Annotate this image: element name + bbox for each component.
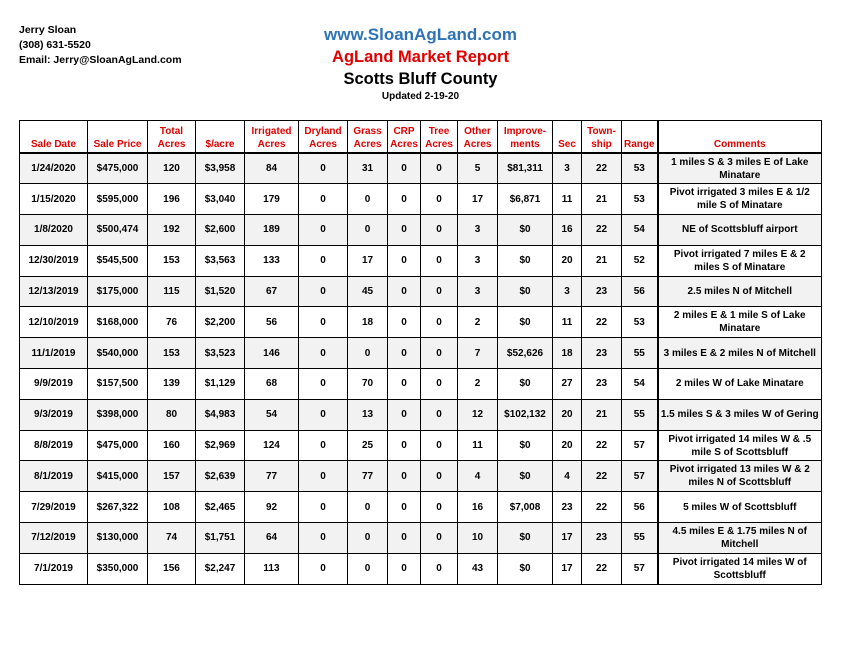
cell-grass-acres: 25	[348, 430, 388, 461]
cell-crp-acres: 0	[388, 430, 421, 461]
cell-sale-price: $595,000	[88, 184, 148, 215]
table-row	[20, 553, 822, 584]
col-sec: Sec	[553, 121, 582, 154]
sales-table	[19, 120, 822, 585]
cell-total-acres: 160	[148, 430, 196, 461]
cell-improvements: $0	[498, 276, 553, 307]
col-tree-acres: Tree Acres	[421, 121, 458, 154]
cell-township: 21	[582, 245, 622, 276]
cell-grass-acres: 0	[348, 184, 388, 215]
cell-improvements: $52,626	[498, 338, 553, 369]
cell-grass-acres: 45	[348, 276, 388, 307]
cell-irrigated-acres: 189	[245, 215, 299, 246]
cell-comments: 1 miles S & 3 miles E of Lake Minatare	[658, 153, 822, 184]
cell-crp-acres: 0	[388, 276, 421, 307]
website-link[interactable]: www.SloanAgLand.com	[324, 25, 517, 44]
cell-tree-acres: 0	[421, 492, 458, 523]
cell-range: 57	[622, 430, 658, 461]
cell-comments: 2.5 miles N of Mitchell	[658, 276, 822, 307]
cell-comments: Pivot irrigated 7 miles E & 2 miles S of Minatare	[658, 245, 822, 276]
cell-township: 23	[582, 523, 622, 554]
sales-table-body	[20, 153, 822, 584]
cell-irrigated-acres: 92	[245, 492, 299, 523]
cell-other-acres: 3	[458, 276, 498, 307]
cell-comments: Pivot irrigated 3 miles E & 1/2 mile S of Minatare	[658, 184, 822, 215]
cell-total-acres: 80	[148, 399, 196, 430]
cell-dryland-acres: 0	[299, 430, 348, 461]
cell-grass-acres: 70	[348, 369, 388, 400]
cell-sale-price: $545,500	[88, 245, 148, 276]
cell-price-per-acre: $3,523	[196, 338, 245, 369]
cell-improvements: $81,311	[498, 153, 553, 184]
table-row	[20, 338, 822, 369]
col-township: Town-ship	[582, 121, 622, 154]
cell-sec: 27	[553, 369, 582, 400]
cell-sale-date: 12/13/2019	[20, 276, 88, 307]
cell-comments: 1.5 miles S & 3 miles W of Gering	[658, 399, 822, 430]
cell-sale-date: 12/30/2019	[20, 245, 88, 276]
cell-improvements: $0	[498, 553, 553, 584]
cell-improvements: $102,132	[498, 399, 553, 430]
cell-sale-price: $540,000	[88, 338, 148, 369]
cell-range: 53	[622, 153, 658, 184]
cell-township: 22	[582, 215, 622, 246]
cell-comments: Pivot irrigated 14 miles W & .5 mile S of Scottsbluff	[658, 430, 822, 461]
cell-township: 23	[582, 369, 622, 400]
cell-grass-acres: 0	[348, 523, 388, 554]
cell-improvements: $0	[498, 245, 553, 276]
cell-improvements: $0	[498, 523, 553, 554]
cell-crp-acres: 0	[388, 369, 421, 400]
cell-grass-acres: 17	[348, 245, 388, 276]
cell-price-per-acre: $2,969	[196, 430, 245, 461]
cell-total-acres: 196	[148, 184, 196, 215]
cell-total-acres: 120	[148, 153, 196, 184]
col-dryland-acres: Dryland Acres	[299, 121, 348, 154]
cell-township: 22	[582, 430, 622, 461]
cell-dryland-acres: 0	[299, 276, 348, 307]
table-row	[20, 492, 822, 523]
col-grass-acres: Grass Acres	[348, 121, 388, 154]
cell-irrigated-acres: 56	[245, 307, 299, 338]
cell-comments: 2 miles W of Lake Minatare	[658, 369, 822, 400]
cell-price-per-acre: $3,040	[196, 184, 245, 215]
cell-irrigated-acres: 84	[245, 153, 299, 184]
cell-range: 56	[622, 276, 658, 307]
cell-improvements: $6,871	[498, 184, 553, 215]
table-row	[20, 184, 822, 215]
cell-grass-acres: 0	[348, 338, 388, 369]
cell-dryland-acres: 0	[299, 553, 348, 584]
cell-irrigated-acres: 124	[245, 430, 299, 461]
cell-comments: Pivot irrigated 13 miles W & 2 miles N of Scottsbluff	[658, 461, 822, 492]
cell-price-per-acre: $1,129	[196, 369, 245, 400]
cell-comments: Pivot irrigated 14 miles W of Scottsbluff	[658, 553, 822, 584]
cell-sec: 3	[553, 153, 582, 184]
cell-grass-acres: 0	[348, 492, 388, 523]
cell-dryland-acres: 0	[299, 338, 348, 369]
cell-sale-date: 7/12/2019	[20, 523, 88, 554]
cell-tree-acres: 0	[421, 430, 458, 461]
col-comments: Comments	[658, 121, 822, 154]
cell-improvements: $7,008	[498, 492, 553, 523]
cell-other-acres: 5	[458, 153, 498, 184]
cell-irrigated-acres: 77	[245, 461, 299, 492]
cell-sale-date: 8/8/2019	[20, 430, 88, 461]
cell-price-per-acre: $2,465	[196, 492, 245, 523]
cell-irrigated-acres: 68	[245, 369, 299, 400]
table-row	[20, 153, 822, 184]
col-price-per-acre: $/acre	[196, 121, 245, 154]
cell-range: 57	[622, 553, 658, 584]
report-header	[0, 24, 841, 104]
table-row	[20, 430, 822, 461]
cell-sale-date: 7/1/2019	[20, 553, 88, 584]
cell-sec: 20	[553, 430, 582, 461]
cell-price-per-acre: $3,958	[196, 153, 245, 184]
col-improvements: Improve-ments	[498, 121, 553, 154]
cell-sec: 20	[553, 245, 582, 276]
cell-other-acres: 43	[458, 553, 498, 584]
cell-sec: 17	[553, 523, 582, 554]
col-irrigated-acres: Irrigated Acres	[245, 121, 299, 154]
cell-range: 54	[622, 215, 658, 246]
cell-irrigated-acres: 64	[245, 523, 299, 554]
report-title: AgLand Market Report	[332, 48, 509, 66]
cell-total-acres: 76	[148, 307, 196, 338]
cell-crp-acres: 0	[388, 399, 421, 430]
cell-crp-acres: 0	[388, 492, 421, 523]
cell-dryland-acres: 0	[299, 245, 348, 276]
table-row	[20, 215, 822, 246]
cell-grass-acres: 0	[348, 215, 388, 246]
cell-price-per-acre: $1,520	[196, 276, 245, 307]
cell-crp-acres: 0	[388, 153, 421, 184]
cell-other-acres: 3	[458, 215, 498, 246]
cell-sale-date: 1/24/2020	[20, 153, 88, 184]
cell-grass-acres: 13	[348, 399, 388, 430]
cell-price-per-acre: $4,983	[196, 399, 245, 430]
cell-sale-date: 12/10/2019	[20, 307, 88, 338]
cell-improvements: $0	[498, 215, 553, 246]
cell-sale-date: 1/8/2020	[20, 215, 88, 246]
cell-dryland-acres: 0	[299, 523, 348, 554]
cell-tree-acres: 0	[421, 245, 458, 276]
cell-sale-price: $415,000	[88, 461, 148, 492]
cell-improvements: $0	[498, 307, 553, 338]
cell-improvements: $0	[498, 369, 553, 400]
cell-township: 22	[582, 461, 622, 492]
cell-tree-acres: 0	[421, 369, 458, 400]
cell-sale-date: 8/1/2019	[20, 461, 88, 492]
cell-crp-acres: 0	[388, 184, 421, 215]
contact-name: Jerry Sloan	[19, 24, 77, 36]
cell-tree-acres: 0	[421, 276, 458, 307]
header-row	[20, 121, 822, 154]
cell-total-acres: 108	[148, 492, 196, 523]
cell-dryland-acres: 0	[299, 461, 348, 492]
cell-sec: 23	[553, 492, 582, 523]
cell-dryland-acres: 0	[299, 399, 348, 430]
cell-comments: 2 miles E & 1 mile S of Lake Minatare	[658, 307, 822, 338]
cell-sale-date: 7/29/2019	[20, 492, 88, 523]
cell-price-per-acre: $2,247	[196, 553, 245, 584]
cell-tree-acres: 0	[421, 523, 458, 554]
cell-irrigated-acres: 54	[245, 399, 299, 430]
county-title: Scotts Bluff County	[343, 70, 498, 88]
table-row	[20, 245, 822, 276]
cell-irrigated-acres: 67	[245, 276, 299, 307]
cell-other-acres: 17	[458, 184, 498, 215]
cell-tree-acres: 0	[421, 553, 458, 584]
cell-township: 21	[582, 184, 622, 215]
cell-township: 22	[582, 153, 622, 184]
table-row	[20, 461, 822, 492]
cell-range: 54	[622, 369, 658, 400]
cell-comments: 5 miles W of Scottsbluff	[658, 492, 822, 523]
cell-sale-price: $398,000	[88, 399, 148, 430]
cell-sec: 11	[553, 184, 582, 215]
cell-crp-acres: 0	[388, 338, 421, 369]
cell-price-per-acre: $3,563	[196, 245, 245, 276]
cell-price-per-acre: $2,639	[196, 461, 245, 492]
cell-tree-acres: 0	[421, 461, 458, 492]
cell-sale-price: $475,000	[88, 430, 148, 461]
table-row	[20, 307, 822, 338]
cell-sale-price: $130,000	[88, 523, 148, 554]
cell-total-acres: 156	[148, 553, 196, 584]
cell-sale-price: $475,000	[88, 153, 148, 184]
cell-sale-price: $175,000	[88, 276, 148, 307]
cell-price-per-acre: $2,600	[196, 215, 245, 246]
cell-total-acres: 74	[148, 523, 196, 554]
cell-dryland-acres: 0	[299, 369, 348, 400]
col-range: Range	[622, 121, 658, 154]
cell-crp-acres: 0	[388, 461, 421, 492]
cell-comments: 4.5 miles E & 1.75 miles N of Mitchell	[658, 523, 822, 554]
updated-date: Updated 2-19-20	[381, 91, 460, 102]
contact-phone: (308) 631-5520	[19, 39, 91, 51]
cell-sale-price: $157,500	[88, 369, 148, 400]
cell-sale-price: $267,322	[88, 492, 148, 523]
cell-irrigated-acres: 179	[245, 184, 299, 215]
cell-sec: 11	[553, 307, 582, 338]
table-row	[20, 523, 822, 554]
cell-other-acres: 2	[458, 369, 498, 400]
cell-crp-acres: 0	[388, 215, 421, 246]
cell-comments: 3 miles E & 2 miles N of Mitchell	[658, 338, 822, 369]
cell-range: 52	[622, 245, 658, 276]
cell-other-acres: 16	[458, 492, 498, 523]
cell-crp-acres: 0	[388, 307, 421, 338]
cell-sale-price: $350,000	[88, 553, 148, 584]
col-total-acres: Total Acres	[148, 121, 196, 154]
table-row	[20, 399, 822, 430]
cell-dryland-acres: 0	[299, 307, 348, 338]
cell-other-acres: 12	[458, 399, 498, 430]
contact-email: Email: Jerry@SloanAgLand.com	[19, 54, 182, 66]
cell-sec: 18	[553, 338, 582, 369]
cell-total-acres: 139	[148, 369, 196, 400]
cell-sale-date: 9/9/2019	[20, 369, 88, 400]
cell-sec: 20	[553, 399, 582, 430]
cell-total-acres: 153	[148, 338, 196, 369]
cell-crp-acres: 0	[388, 553, 421, 584]
cell-township: 23	[582, 338, 622, 369]
cell-other-acres: 7	[458, 338, 498, 369]
cell-crp-acres: 0	[388, 523, 421, 554]
cell-sale-date: 1/15/2020	[20, 184, 88, 215]
col-other-acres: Other Acres	[458, 121, 498, 154]
cell-crp-acres: 0	[388, 245, 421, 276]
col-sale-date: Sale Date	[20, 121, 88, 154]
table-row	[20, 369, 822, 400]
cell-grass-acres: 0	[348, 553, 388, 584]
cell-range: 57	[622, 461, 658, 492]
cell-tree-acres: 0	[421, 184, 458, 215]
cell-dryland-acres: 0	[299, 215, 348, 246]
cell-irrigated-acres: 133	[245, 245, 299, 276]
cell-township: 21	[582, 399, 622, 430]
cell-sale-price: $500,474	[88, 215, 148, 246]
cell-price-per-acre: $2,200	[196, 307, 245, 338]
cell-sec: 17	[553, 553, 582, 584]
cell-dryland-acres: 0	[299, 184, 348, 215]
cell-tree-acres: 0	[421, 307, 458, 338]
cell-tree-acres: 0	[421, 153, 458, 184]
cell-irrigated-acres: 146	[245, 338, 299, 369]
cell-dryland-acres: 0	[299, 492, 348, 523]
cell-other-acres: 3	[458, 245, 498, 276]
cell-total-acres: 115	[148, 276, 196, 307]
cell-total-acres: 153	[148, 245, 196, 276]
cell-other-acres: 2	[458, 307, 498, 338]
cell-sec: 3	[553, 276, 582, 307]
cell-total-acres: 192	[148, 215, 196, 246]
cell-sec: 16	[553, 215, 582, 246]
cell-sale-price: $168,000	[88, 307, 148, 338]
col-crp-acres: CRP Acres	[388, 121, 421, 154]
cell-township: 22	[582, 553, 622, 584]
cell-improvements: $0	[498, 430, 553, 461]
cell-grass-acres: 77	[348, 461, 388, 492]
cell-grass-acres: 31	[348, 153, 388, 184]
cell-price-per-acre: $1,751	[196, 523, 245, 554]
col-sale-price: Sale Price	[88, 121, 148, 154]
cell-township: 23	[582, 276, 622, 307]
cell-township: 22	[582, 492, 622, 523]
cell-improvements: $0	[498, 461, 553, 492]
cell-range: 55	[622, 338, 658, 369]
cell-tree-acres: 0	[421, 215, 458, 246]
cell-tree-acres: 0	[421, 338, 458, 369]
cell-total-acres: 157	[148, 461, 196, 492]
cell-other-acres: 11	[458, 430, 498, 461]
cell-tree-acres: 0	[421, 399, 458, 430]
cell-irrigated-acres: 113	[245, 553, 299, 584]
cell-range: 56	[622, 492, 658, 523]
table-row	[20, 276, 822, 307]
cell-dryland-acres: 0	[299, 153, 348, 184]
cell-other-acres: 10	[458, 523, 498, 554]
cell-range: 53	[622, 184, 658, 215]
cell-sale-date: 9/3/2019	[20, 399, 88, 430]
cell-range: 55	[622, 523, 658, 554]
cell-comments: NE of Scottsbluff airport	[658, 215, 822, 246]
cell-grass-acres: 18	[348, 307, 388, 338]
cell-township: 22	[582, 307, 622, 338]
cell-other-acres: 4	[458, 461, 498, 492]
cell-sale-date: 11/1/2019	[20, 338, 88, 369]
cell-sec: 4	[553, 461, 582, 492]
cell-range: 53	[622, 307, 658, 338]
cell-range: 55	[622, 399, 658, 430]
